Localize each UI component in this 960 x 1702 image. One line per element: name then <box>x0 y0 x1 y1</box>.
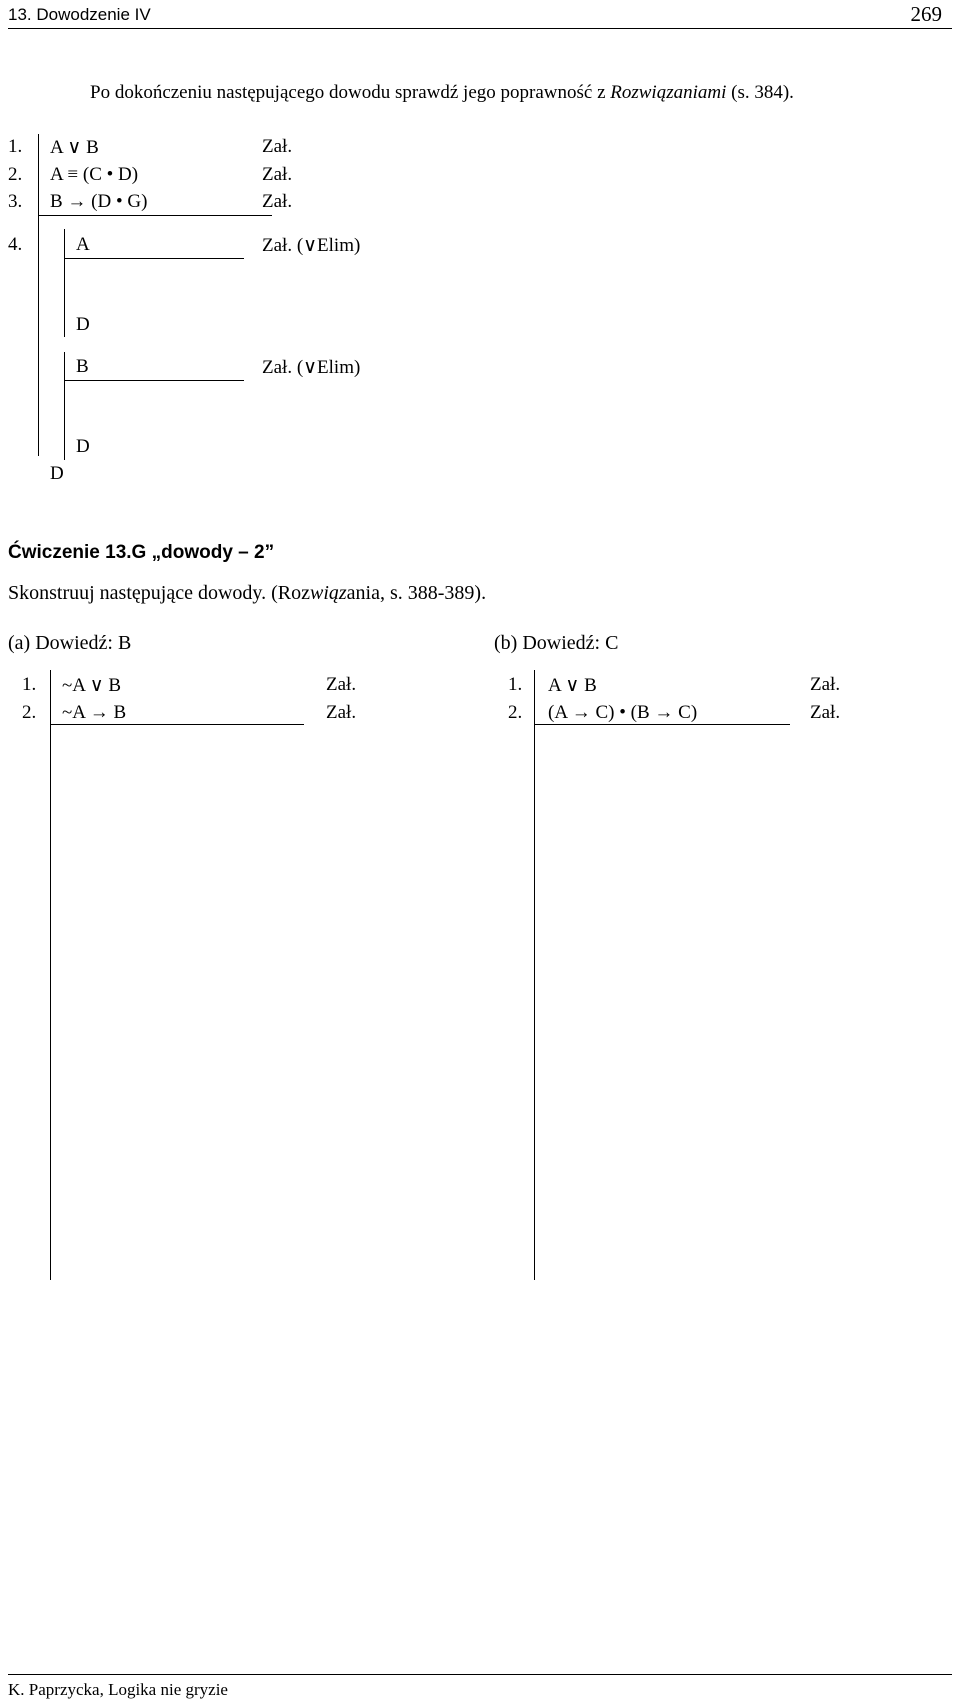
proof-justification: Zał. <box>262 136 293 157</box>
subproof-bar <box>64 352 65 460</box>
subproof-assumption-rule <box>64 258 244 259</box>
intro-text-after: (s. 384). <box>726 82 794 103</box>
header-rule <box>8 28 952 29</box>
proof-line-number: 2. <box>8 164 23 185</box>
proof-line-number: 1. <box>8 136 23 157</box>
proof-formula: B <box>76 356 89 377</box>
premises-rule <box>38 215 272 216</box>
proof-line-number: 2. <box>508 702 523 723</box>
proof-formula: A ≡ (C • D) <box>50 164 139 185</box>
proof-justification: Zał. <box>326 702 357 723</box>
proof-justification: Zał. (∨Elim) <box>262 357 361 378</box>
proof-line-number: 1. <box>22 674 37 695</box>
proof-line-number: 4. <box>8 234 23 255</box>
proof-formula: D <box>76 314 90 335</box>
proof-justification: Zał. <box>262 164 293 185</box>
proof-a-heading: (a) Dowiedź: B <box>8 632 132 654</box>
instruction-text-before: Skonstruuj następujące dowody. (Roz <box>8 582 310 604</box>
proof-formula: A ∨ B <box>50 137 99 158</box>
footer-rule <box>8 1674 952 1675</box>
proof-formula: D <box>50 463 64 484</box>
proof-b-bar <box>534 670 535 1280</box>
proof-formula: ~A → B <box>62 702 127 723</box>
proof-justification: Zał. (∨Elim) <box>262 235 361 256</box>
proof-line-number: 2. <box>22 702 37 723</box>
proof-justification: Zał. <box>262 191 293 212</box>
instruction-text-italic: wiąz <box>309 582 347 604</box>
proof-main-bar <box>38 134 39 456</box>
proof-line-number: 1. <box>508 674 523 695</box>
page-number: 269 <box>910 2 942 26</box>
proof-formula: A <box>76 234 90 255</box>
exercise-instruction <box>8 582 486 605</box>
instruction-text-after: ania, s. 388-389). <box>346 582 487 604</box>
proof-justification: Zał. <box>810 702 841 723</box>
subproof-bar <box>64 229 65 337</box>
footer-text: K. Paprzycka, Logika nie gryzie <box>8 1680 228 1699</box>
intro-text-before: Po dokończeniu następującego dowodu sprawdź jego poprawność z <box>90 82 611 103</box>
exercise-title: Ćwiczenie 13.G „dowody – 2” <box>8 542 275 563</box>
intro-paragraph <box>90 82 794 104</box>
proof-line-number: 3. <box>8 191 23 212</box>
proof-justification: Zał. <box>810 674 841 695</box>
proof-a-premises-rule <box>50 724 304 725</box>
proof-justification: Zał. <box>326 674 357 695</box>
intro-text-italic: Rozwiązaniami <box>610 82 727 103</box>
proof-formula: (A → C) • (B → C) <box>548 702 698 723</box>
proof-formula: ~A ∨ B <box>62 675 122 696</box>
proof-b-premises-rule <box>534 724 790 725</box>
proof-formula: B → (D • G) <box>50 191 148 212</box>
proof-formula: D <box>76 436 90 457</box>
running-header-chapter: 13. Dowodzenie IV <box>8 5 151 24</box>
proof-b-heading: (b) Dowiedź: C <box>494 632 619 654</box>
proof-a-bar <box>50 670 51 1280</box>
proof-formula: A ∨ B <box>548 675 597 696</box>
subproof-assumption-rule <box>64 380 244 381</box>
